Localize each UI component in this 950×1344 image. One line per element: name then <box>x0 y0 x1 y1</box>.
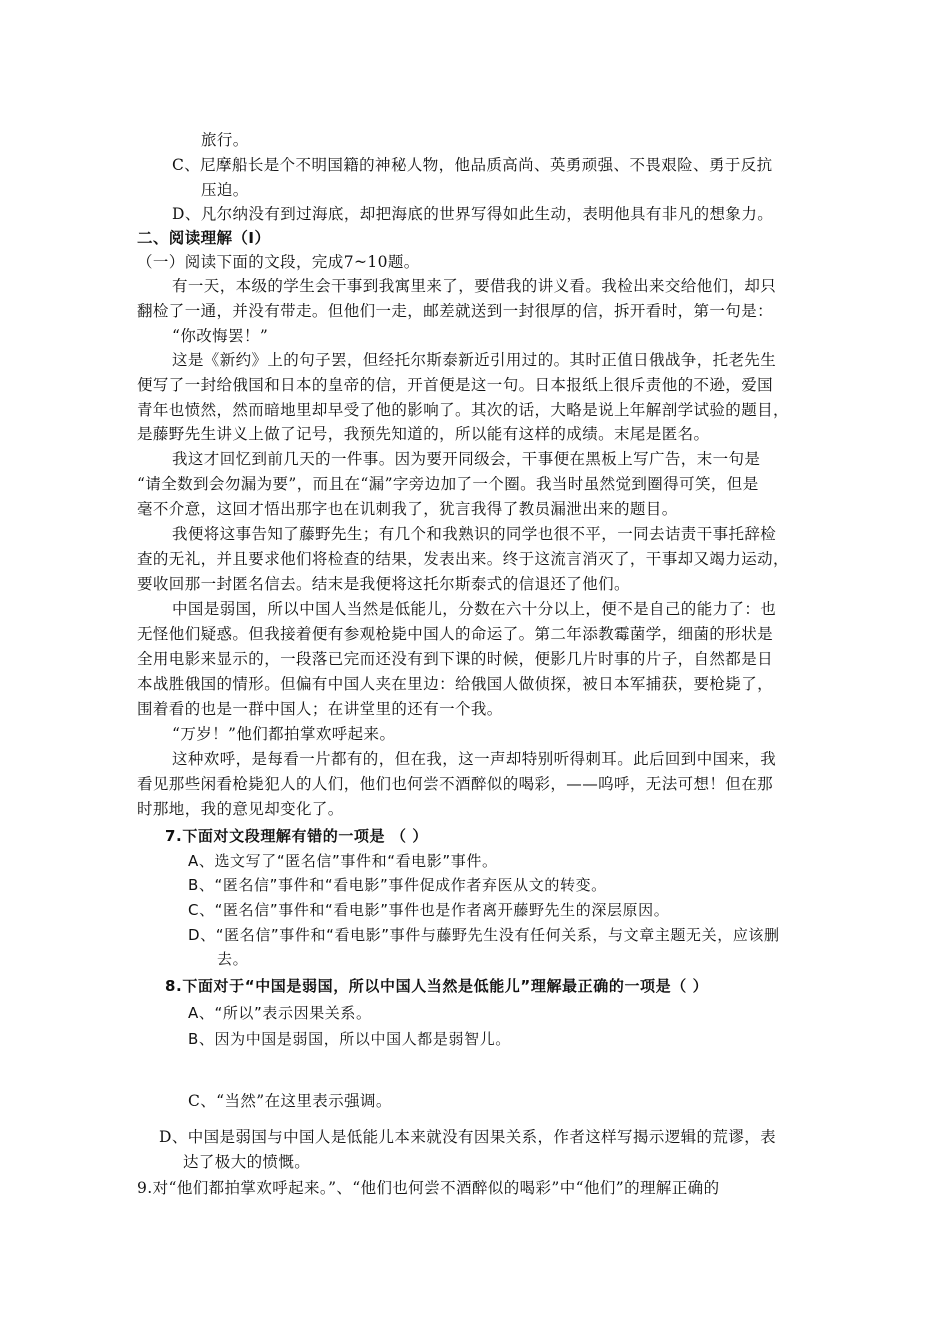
option-c-line1: C、尼摩船长是个不明国籍的神秘人物，他品质高尚、英勇顽强、不畏艰险、勇于反抗 <box>172 156 773 174</box>
passage-line: “万岁！”他们都拍掌欢呼起来。 <box>172 725 396 743</box>
question-7-option-b: B、“匿名信”事件和“看电影”事件促成作者弃医从文的转变。 <box>188 876 607 894</box>
question-7-stem: 7.下面对文段理解有错的一项是 （ ） <box>165 827 428 845</box>
question-8-option-b: B、因为中国是弱国，所以中国人都是弱智儿。 <box>188 1030 511 1048</box>
passage-line: “请全数到会勿漏为要”，而且在“漏”字旁边加了一个圈。我当时虽然觉到圈得可笑，但是 <box>137 475 759 493</box>
passage-line: “你改悔罢！” <box>172 327 269 345</box>
question-7-option-d-line2: 去。 <box>217 950 249 968</box>
passage-line: 这是《新约》上的句子罢，但经托尔斯泰新近引用过的。其时正值日俄战争，托老先生 <box>172 351 777 369</box>
passage-line: 本战胜俄国的情形。但偏有中国人夹在里边：给俄国人做侦探，被日本军捕获，要枪毙了， <box>137 675 774 693</box>
passage-line: 青年也愤然，然而暗地里却早受了他的影响了。其次的话，大略是说上年解剖学试验的题目， <box>137 401 789 419</box>
passage-line: 看见那些闲看枪毙犯人的人们，他们也何尝不酒醉似的喝彩，——呜呼，无法可想！但在那 <box>137 775 774 793</box>
passage-line: 查的无礼，并且要求他们将检查的结果，发表出来。终于这流言消灭了，干事却又竭力运动， <box>137 550 789 568</box>
option-b-continuation: 旅行。 <box>201 131 249 149</box>
passage-line: 要收回那一封匿名信去。结末是我便将这托尔斯泰式的信退还了他们。 <box>137 575 630 593</box>
question-7-option-d-line1: D、“匿名信”事件和“看电影”事件与藤野先生没有任何关系，与文章主题无关，应该删 <box>188 926 780 944</box>
passage-line: 全用电影来显示的，一段落已完而还没有到下课的时候，便影几片时事的片子，自然都是日 <box>137 650 774 668</box>
option-d-line: D、凡尔纳没有到过海底，却把海底的世界写得如此生动，表明他具有非凡的想象力。 <box>172 205 774 223</box>
question-8-option-d-line2: 达了极大的愤慨。 <box>183 1153 311 1171</box>
option-c-line2: 压迫。 <box>201 181 249 199</box>
passage-line: 毫不介意，这回才悟出那字也在讥刺我了，犹言我得了教员漏泄出来的题目。 <box>137 500 678 518</box>
question-8-stem: 8.下面对于“中国是弱国，所以中国人当然是低能儿”理解最正确的一项是（ ） <box>165 977 709 995</box>
passage-line: 中国是弱国，所以中国人当然是低能儿，分数在六十分以上，便不是自己的能力了：也 <box>172 600 777 618</box>
passage-line: 便写了一封给俄国和日本的皇帝的信，开首便是这一句。日本报纸上很斥责他的不逊，爱国 <box>137 376 774 394</box>
passage-line: 无怪他们疑惑。但我接着便有参观枪毙中国人的命运了。第二年添教霉菌学，细菌的形状是 <box>137 625 774 643</box>
question-9-stem: 9.对“他们都拍掌欢呼起来。”、“他们也何尝不酒醉似的喝彩”中“他们”的理解正确的 <box>137 1179 720 1197</box>
question-8-option-c: C、“当然”在这里表示强调。 <box>188 1092 392 1110</box>
passage-line: 是藤野先生讲义上做了记号，我预先知道的，所以能有这样的成绩。末尾是匿名。 <box>137 425 710 443</box>
passage-line: 有一天，本级的学生会干事到我寓里来了，要借我的讲义看。我检出来交给他们，却只 <box>172 277 777 295</box>
section-heading: 二、阅读理解（Ⅰ） <box>137 229 271 247</box>
reading-instruction: （一）阅读下面的文段，完成7~10题。 <box>137 253 420 271</box>
question-7-option-c: C、“匿名信”事件和“看电影”事件也是作者离开藤野先生的深层原因。 <box>188 901 670 919</box>
passage-line: 我便将这事告知了藤野先生；有几个和我熟识的同学也很不平，一同去诘责干事托辞检 <box>172 525 777 543</box>
question-8-option-d-line1: D、中国是弱国与中国人是低能儿本来就没有因果关系，作者这样写揭示逻辑的荒谬，表 <box>159 1128 777 1146</box>
passage-line: 我这才回忆到前几天的一件事。因为要开同级会，干事便在黑板上写广告，末一句是 <box>172 450 761 468</box>
passage-line: 时那地，我的意见却变化了。 <box>137 800 344 818</box>
passage-line: 翻检了一通，并没有带走。但他们一走，邮差就送到一封很厚的信，拆开看时，第一句是： <box>137 302 774 320</box>
question-8-option-a: A、“所以”表示因果关系。 <box>188 1004 372 1022</box>
passage-line: 围着看的也是一群中国人；在讲堂里的还有一个我。 <box>137 700 503 718</box>
question-7-option-a: A、选文写了“匿名信”事件和“看电影”事件。 <box>188 852 498 870</box>
passage-line: 这种欢呼，是每看一片都有的，但在我，这一声却特别听得刺耳。此后回到中国来，我 <box>172 750 777 768</box>
